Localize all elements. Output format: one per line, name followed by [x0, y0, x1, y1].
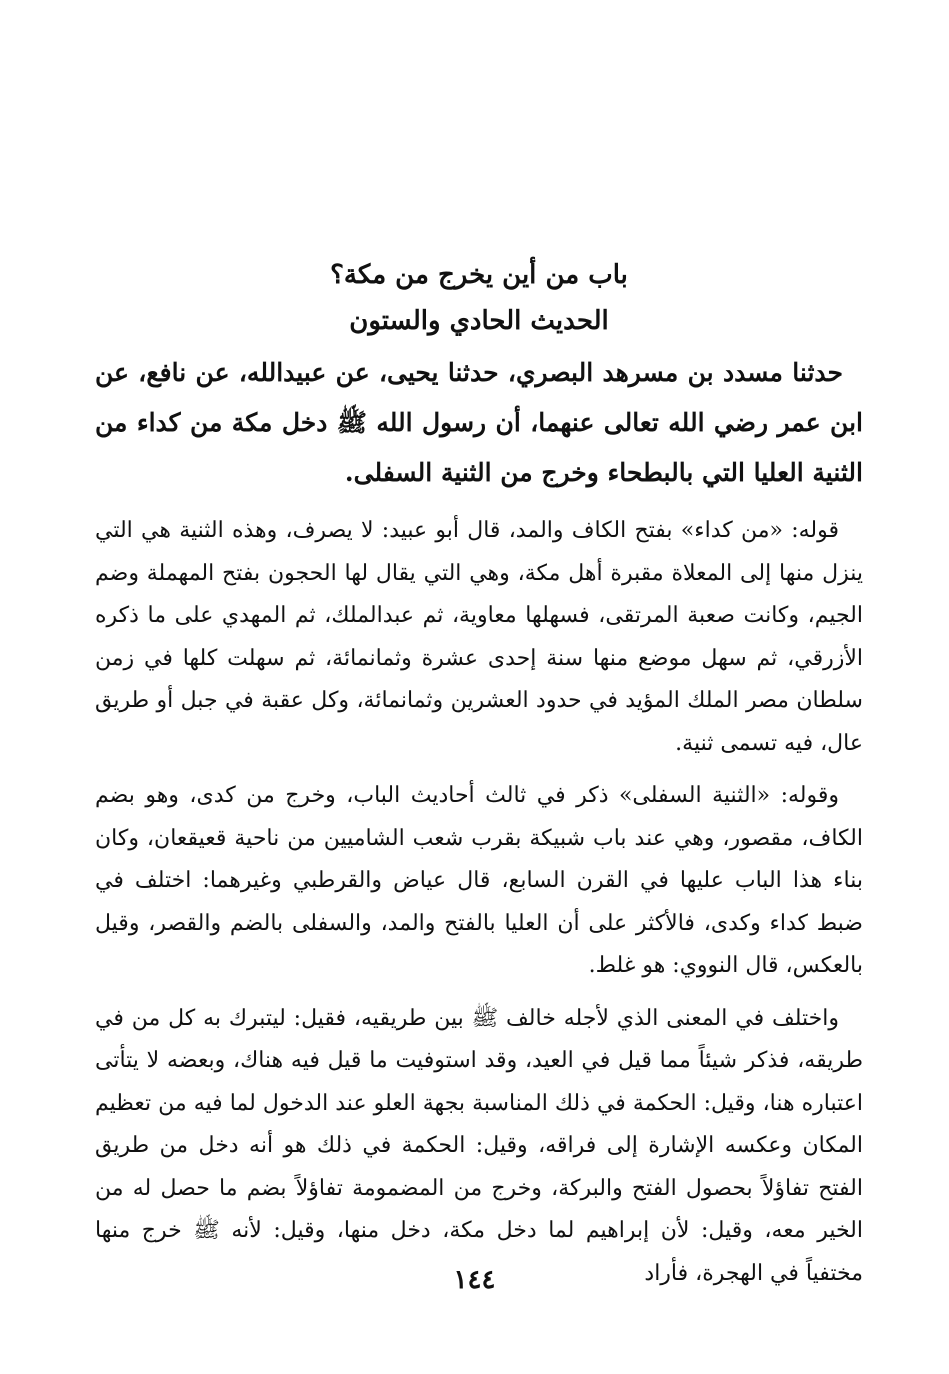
commentary-paragraph: واختلف في المعنى الذي لأجله خالف ﷺ بين طريقيه، فقيل: ليتبرك به كل من في طريقه، فذكر شيئاً مما قيل في العيد، وقد استوفيت ما قيل فيه هناك، وبعضه لا يتأتى اعتباره هنا، وقيل: الحكمة في ذلك المناسبة بجهة العلو عند الدخول لما فيه من تعظيم المكان وعكسه الإشارة إلى فراقه، وقيل: الحكمة في ذلك هو أنه دخل من طريق الفتح تفاؤلاً بحصول الفتح والبركة، وخرج من المضمومة تفاؤلاً بضم ما حصل له من الخير معه، وقيل: لأن إبراهيم لما دخل مكة، دخل منها، وقيل: لأنه ﷺ خرج منها مختفياً في الهجرة، فأراد [95, 1005, 863, 1286]
hadith-title: الحديث الحادي والستون [349, 306, 609, 336]
commentary-paragraph: وقوله: «الثنية السفلى» ذكر في ثالث أحاديث الباب، وخرج من كدى، وهو بضم الكاف، مقصور، وهي عند باب شبيكة بقرب شعب الشاميين من ناحية قعيقعان، وكان بناء هذا الباب عليها في القرن السابع، قال عياض والقرطبي وغيرهما: اختلف في ضبط كداء وكدى، فالأكثر على أن العليا بالفتح والمد، والسفلى بالضم والقصر، وقيل بالعكس، قال النووي: هو غلط. [95, 783, 863, 978]
hadith-text: حدثنا مسدد بن مسرهد البصري، حدثنا يحيى، عن عبيدالله، عن نافع، عن ابن عمر رضي الله تعالى عنهما، أن رسول الله ﷺ دخل مكة من كداء من الثنية العليا التي بالبطحاء وخرج من الثنية السفلى. [95, 358, 863, 487]
page-body [95, 252, 863, 1305]
chapter-title: باب من أين يخرج من مكة؟ [330, 260, 628, 290]
commentary-paragraph: قوله: «من كداء» بفتح الكاف والمد، قال أبو عبيد: لا يصرف، وهذه الثنية هي التي ينزل منها إلى المعلاة مقبرة أهل مكة، وهي التي يقال لها الحجون بفتح المهملة وضم الجيم، وكانت صعبة المرتقى، فسهلها معاوية، ثم عبدالملك، ثم المهدي على ما ذكره الأزرقي، ثم سهل موضع منها سنة إحدى عشرة وثمانمائة، ثم سهلت كلها في زمن سلطان مصر الملك المؤيد في حدود العشرين وثمانمائة، وكل عقبة في جبل أو طريق عال، فيه تسمى ثنية. [95, 518, 863, 756]
page-number: ١٤٤ [453, 1265, 496, 1295]
